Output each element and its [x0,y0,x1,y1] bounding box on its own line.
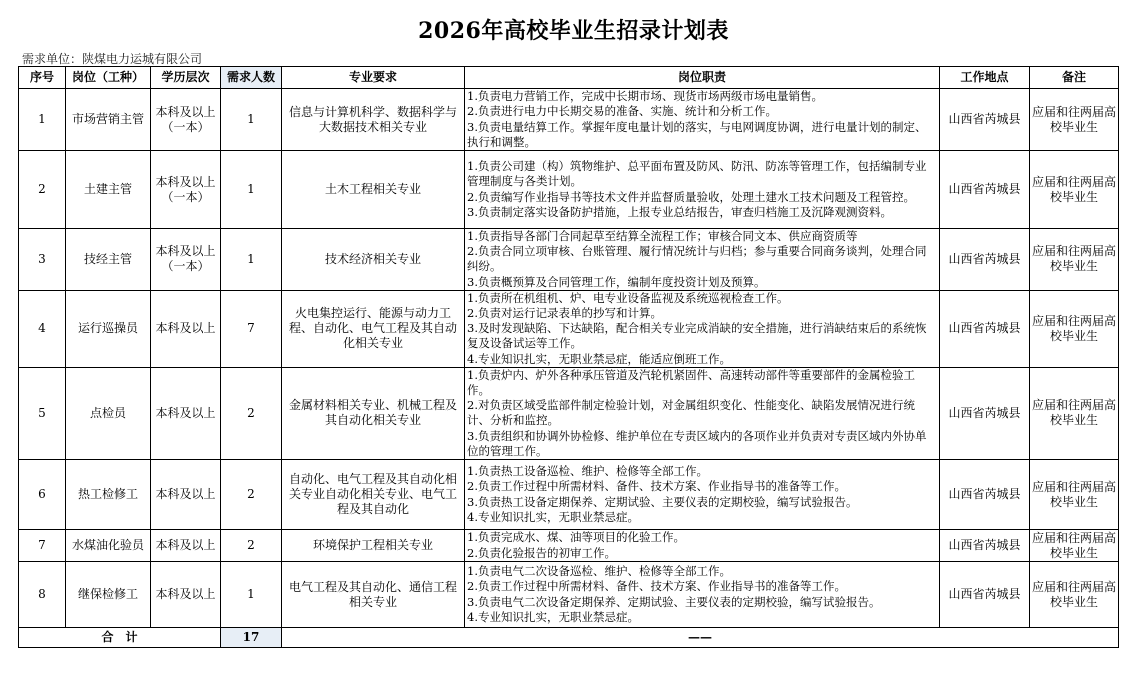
cell-duties [465,151,940,229]
cell-no: 6 [19,460,66,530]
cell-count: 2 [221,460,282,530]
cell-count: 1 [221,151,282,229]
cell-duties [465,460,940,530]
cell-major: 信息与计算机科学、数据科学与大数据技术相关专业 [282,89,465,151]
duty-line: 2.负责工作过程中所需材料、备件、技术方案、作业指导书的准备等工作。 [467,579,846,594]
header-no: 序号 [19,67,66,89]
cell-duties [465,290,940,367]
total-label: 合 计 [19,628,221,648]
duty-line: 4.专业知识扎实，无职业禁忌症，能适应倒班工作。 [467,351,731,366]
cell-count: 1 [221,89,282,151]
header-position: 岗位（工种） [66,67,151,89]
duty-line: 1.负责所在机组机、炉、电专业设备监视及系统巡视检查工作。 [467,290,789,305]
duty-line: 1.负责热工设备巡检、维护、检修等全部工作。 [467,464,708,479]
cell-count: 7 [221,290,282,367]
cell-position: 水煤油化验员 [66,530,151,562]
cell-remark: 应届和往两届高校毕业生 [1030,229,1119,291]
cell-duties [465,89,940,151]
cell-major: 自动化、电气工程及其自动化相关专业自动化相关专业、电气工程及其自动化 [282,460,465,530]
cell-location: 山西省芮城县 [940,460,1030,530]
duty-line: 1.负责公司建（构）筑物维护、总平面布置及防风、防汛、防冻等管理工作，包括编制专业管理制度与各类计划。 [467,159,927,189]
duty-line: 4.专业知识扎实，无职业禁忌症。 [467,509,639,524]
cell-education: 本科及以上 [151,530,221,562]
cell-position: 点检员 [66,367,151,459]
cell-location: 山西省芮城县 [940,229,1030,291]
cell-remark: 应届和往两届高校毕业生 [1030,151,1119,229]
table-row [19,229,1119,291]
recruitment-plan-table [18,66,1119,648]
cell-no: 7 [19,530,66,562]
header-duties: 岗位职责 [465,67,940,89]
page-title: 2026年高校毕业生招录计划表 [418,18,729,44]
cell-major: 技术经济相关专业 [282,229,465,291]
duty-line: 2.对负责区域受监部件制定检验计划，对金属组织变化、性能变化、缺陷发展情况进行统计、分析和监控。 [467,398,915,428]
total-row [19,628,1119,648]
duty-line: 3.负责制定落实设备防护措施，上报专业总结报告，审查归档施工及沉降观测资料。 [467,204,892,219]
cell-education: 本科及以上 [151,290,221,367]
department-label: 需求单位：陕煤电力运城有限公司 [22,52,203,66]
duty-line: 3.负责概预算及合同管理工作，编制年度投资计划及预算。 [467,274,766,289]
duty-line: 3.负责电量结算工作。掌握年度电量计划的落实，与电网调度协调，进行电量计划的制定、执行和调整。 [467,119,927,149]
cell-location: 山西省芮城县 [940,530,1030,562]
cell-no: 8 [19,562,66,628]
cell-duties [465,367,940,459]
header-education: 学历层次 [151,67,221,89]
table-row [19,290,1119,367]
cell-position: 热工检修工 [66,460,151,530]
duty-line: 2.负责进行电力中长期交易的准备、实施、统计和分析工作。 [467,104,777,119]
duty-line: 1.负责电力营销工作，完成中长期市场、现货市场两级市场电量销售。 [467,89,823,104]
cell-location: 山西省芮城县 [940,290,1030,367]
total-dash-text: —— [688,630,712,645]
header-remark: 备注 [1030,67,1119,89]
cell-location: 山西省芮城县 [940,562,1030,628]
cell-major: 金属材料相关专业、机械工程及其自动化相关专业 [282,367,465,459]
cell-remark: 应届和往两届高校毕业生 [1030,89,1119,151]
cell-no: 4 [19,290,66,367]
duty-line: 1.负责炉内、炉外各种承压管道及汽轮机紧固件、高速转动部件等重要部件的金属检验工作。 [467,367,915,398]
cell-position: 继保检修工 [66,562,151,628]
cell-remark: 应届和往两届高校毕业生 [1030,530,1119,562]
cell-education: 本科及以上 [151,367,221,459]
cell-major: 环境保护工程相关专业 [282,530,465,562]
duty-line: 3.负责组织和协调外协检修、维护单位在专责区域内的各项作业并负责对专责区域内外协单位的管理工作。 [467,428,927,458]
cell-education: 本科及以上 [151,562,221,628]
duty-line: 3.负责电气二次设备定期保养、定期试验、主要仪表的定期校验，编写试验报告。 [467,594,881,609]
table-row [19,367,1119,459]
cell-no: 5 [19,367,66,459]
cell-major: 火电集控运行、能源与动力工程、自动化、电气工程及其自动化相关专业 [282,290,465,367]
cell-position: 土建主管 [66,151,151,229]
cell-education: 本科及以上（一本） [151,229,221,291]
cell-major: 电气工程及其自动化、通信工程相关专业 [282,562,465,628]
table-row [19,530,1119,562]
cell-count: 1 [221,229,282,291]
duty-line: 3.负责热工设备定期保养、定期试验、主要仪表的定期校验，编写试验报告。 [467,494,858,509]
duty-line: 2.负责编写作业指导书等技术文件并监督质量验收，处理土建水工技术问题及工程管控。 [467,189,915,204]
cell-remark: 应届和往两届高校毕业生 [1030,460,1119,530]
duty-line: 2.负责化验报告的初审工作。 [467,545,616,560]
table-row [19,151,1119,229]
cell-remark: 应届和往两届高校毕业生 [1030,367,1119,459]
cell-position: 运行巡操员 [66,290,151,367]
cell-position: 市场营销主管 [66,89,151,151]
header-major: 专业要求 [282,67,465,89]
total-count: 17 [221,628,282,648]
cell-position: 技经主管 [66,229,151,291]
cell-duties [465,229,940,291]
cell-location: 山西省芮城县 [940,367,1030,459]
cell-major: 土木工程相关专业 [282,151,465,229]
total-dash [282,628,1119,648]
table-header-row [19,67,1119,89]
cell-no: 3 [19,229,66,291]
duty-line: 1.负责指导各部门合同起草至结算全流程工作；审核合同文本、供应商资质等 [467,229,858,243]
duty-line: 3.及时发现缺陷、下达缺陷，配合相关专业完成消缺的安全措施，进行消缺结束后的系统恢复及设备试运等工作。 [467,321,927,351]
duty-line: 1.负责电气二次设备巡检、维护、检修等全部工作。 [467,564,731,579]
cell-education: 本科及以上（一本） [151,89,221,151]
duty-line: 2.负责对运行记录表单的抄写和计算。 [467,306,662,321]
table-row [19,460,1119,530]
duty-line: 4.专业知识扎实，无职业禁忌症。 [467,609,639,624]
table-row [19,562,1119,628]
cell-count: 2 [221,367,282,459]
cell-education: 本科及以上 [151,460,221,530]
cell-duties [465,562,940,628]
header-location: 工作地点 [940,67,1030,89]
cell-no: 2 [19,151,66,229]
cell-count: 1 [221,562,282,628]
cell-remark: 应届和往两届高校毕业生 [1030,290,1119,367]
cell-location: 山西省芮城县 [940,151,1030,229]
cell-no: 1 [19,89,66,151]
table-row [19,89,1119,151]
duty-line: 2.负责工作过程中所需材料、备件、技术方案、作业指导书的准备等工作。 [467,479,846,494]
cell-count: 2 [221,530,282,562]
duty-line: 2.负责合同立项审核、台账管理、履行情况统计与归档；参与重要合同商务谈判，处理合同纠纷。 [467,244,927,274]
cell-duties [465,530,940,562]
duty-line: 1.负责完成水、煤、油等项目的化验工作。 [467,530,685,545]
cell-location: 山西省芮城县 [940,89,1030,151]
cell-education: 本科及以上（一本） [151,151,221,229]
header-count: 需求人数 [221,67,282,89]
cell-remark: 应届和往两届高校毕业生 [1030,562,1119,628]
